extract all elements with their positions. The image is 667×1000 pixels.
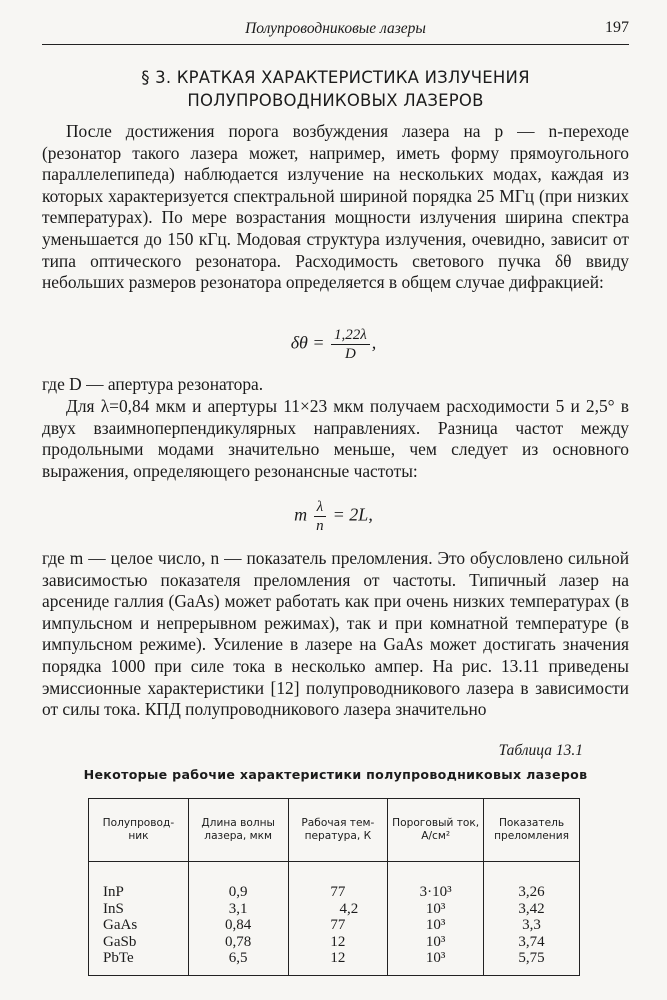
cell-wavelength: 0,84: [188, 917, 288, 934]
cell-material: InP: [89, 862, 189, 901]
cell-wavelength: 0,78: [188, 934, 288, 951]
header-refractive-index: Показатель преломления: [484, 799, 580, 862]
table-caption: Некоторые рабочие характеристики полупроводниковых лазеров: [83, 767, 588, 782]
cell-temperature: 12: [288, 950, 388, 975]
cell-index: 5,75: [484, 950, 580, 975]
formula-2-fraction: [314, 498, 327, 535]
paragraph-2: Для λ=0,84 мкм и апертуры 11×23 мкм получаем расходимости 5 и 2,5° в двух взаимноперпендикулярных направлениях. Разница частот между продольными модами значительно меньше, чем следует из основного выражения, определяющего резонансные частоты:: [42, 396, 629, 481]
apertura-line: где D — апертура резонатора.: [42, 374, 264, 394]
table-row: [89, 901, 580, 918]
formula-2-rhs: = 2L,: [332, 504, 373, 525]
paragraph-3: где m — целое число, n — показатель преломления. Это обусловлено сильной зависимостью показателя преломления от частоты. Типичный лазер на арсениде галлия (GaAs) может работать как при очень низких температурах (в импульсном и непрерывном режимах), так и при комнатной температуре (в импульсном режиме). Усиление в лазере на GaAs может достигать значения порядка 1000 при силе тока в несколько ампер. На рис. 13.11 приведены эмиссионные характеристики [12] полупроводникового лазера в зависимости от силы тока. КПД полупроводникового лазера значительно: [42, 548, 629, 720]
formula-2-lhs: m: [294, 504, 308, 525]
page-number: 197: [605, 19, 629, 36]
cell-wavelength: 3,1: [188, 901, 288, 918]
cell-temperature: 12: [288, 934, 388, 951]
cell-temperature: 77: [288, 917, 388, 934]
formula-1-denominator: D: [345, 346, 356, 362]
formula-1-lhs: δθ =: [290, 332, 325, 353]
cell-index: 3,42: [484, 901, 580, 918]
table-row: [89, 934, 580, 951]
formula-1-tail: ,: [371, 332, 377, 353]
running-head-title: Полупроводниковые лазеры: [245, 20, 426, 37]
formula-2-numerator: λ: [314, 498, 327, 517]
formula-1-fraction: [331, 326, 370, 363]
cell-index: 3,74: [484, 934, 580, 951]
cell-threshold: 10³: [388, 901, 484, 918]
cell-threshold: 10³: [388, 950, 484, 975]
cell-index: 3,26: [484, 862, 580, 901]
section-title-line-2: ПОЛУПРОВОДНИКОВЫХ ЛАЗЕРОВ: [187, 91, 484, 110]
cell-material: InS: [89, 901, 189, 918]
table-row: [89, 862, 580, 901]
cell-temperature: 4,2: [288, 901, 388, 918]
cell-wavelength: 6,5: [188, 950, 288, 975]
formula-divergence: [0, 326, 667, 363]
cell-material: GaSb: [89, 934, 189, 951]
header-threshold-current: Пороговый ток, А/см²: [388, 799, 484, 862]
formula-2-denominator: n: [316, 518, 324, 534]
lasers-table: [88, 798, 580, 976]
formula-resonance: [0, 498, 667, 535]
section-title-line-1: § 3. КРАТКАЯ ХАРАКТЕРИСТИКА ИЗЛУЧЕНИЯ: [141, 68, 530, 87]
paragraph-1: После достижения порога возбуждения лазера на p — n-переходе (резонатор такого лазера может, например, иметь форму прямоугольного параллелепипеда) наблюдается излучение на нескольких модах, каждая из которых характеризуется спектральной шириной порядка 25 МГц (при низких температурах). По мере возрастания мощности излучения ширина спектра уменьшается до 150 кГц. Модовая структура излучения, очевидно, зависит от типа оптического резонатора. Расходимость светового пучка δθ ввиду небольших размеров резонатора определяется в общем случае дифракцией:: [42, 121, 629, 293]
cell-material: PbTe: [89, 950, 189, 975]
running-head: [42, 18, 629, 45]
cell-threshold: 10³: [388, 917, 484, 934]
formula-1-numerator: 1,22λ: [331, 326, 370, 345]
header-semiconductor: Полупровод- ник: [89, 799, 189, 862]
table-row: [89, 950, 580, 975]
header-temperature: Рабочая тем- пература, К: [288, 799, 388, 862]
section-title: [42, 66, 629, 112]
table-label: Таблица 13.1: [498, 742, 583, 759]
table-header-row: [89, 799, 580, 862]
cell-temperature: 77: [288, 862, 388, 901]
cell-threshold: 10³: [388, 934, 484, 951]
table-row: [89, 917, 580, 934]
cell-wavelength: 0,9: [188, 862, 288, 901]
cell-threshold: 3·10³: [388, 862, 484, 901]
cell-index: 3,3: [484, 917, 580, 934]
cell-material: GaAs: [89, 917, 189, 934]
header-wavelength: Длина волны лазера, мкм: [188, 799, 288, 862]
